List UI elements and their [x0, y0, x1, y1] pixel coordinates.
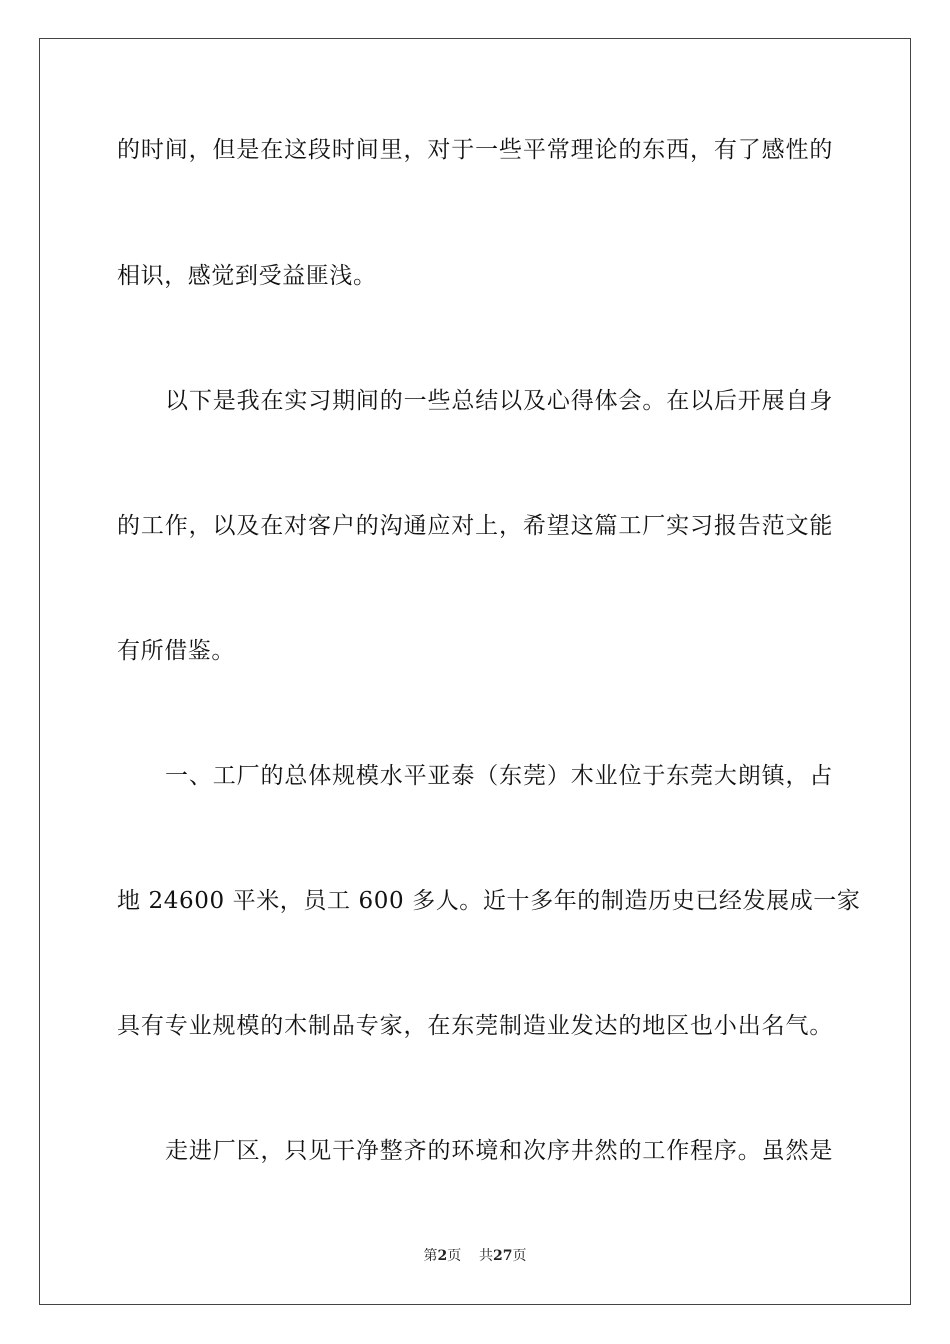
- body-line-2: 相识，感觉到受益匪浅。: [117, 263, 377, 289]
- footer-page-suffix: 页: [447, 1248, 462, 1264]
- page-border: [39, 38, 911, 1305]
- body-line-1: 的时间，但是在这段时间里，对于一些平常理论的东西，有了感性的: [117, 137, 833, 163]
- body-line-5: 有所借鉴。: [117, 638, 235, 664]
- body-line-4: 的工作，以及在对客户的沟通应对上，希望这篇工厂实习报告范文能: [117, 513, 833, 539]
- body-line-7: 地 24600 平米，员工 600 多人。近十多年的制造历史已经发展成一家: [117, 888, 861, 914]
- body-line-3: 以下是我在实习期间的一些总结以及心得体会。在以后开展自身: [165, 388, 833, 414]
- footer-total-pages: 27: [493, 1248, 513, 1264]
- footer-page-number: 2: [437, 1248, 448, 1264]
- page-footer: [0, 1247, 950, 1265]
- footer-page-prefix: 第: [423, 1248, 438, 1264]
- body-line-8: 具有专业规模的木制品专家，在东莞制造业发达的地区也小出名气。: [117, 1013, 833, 1039]
- footer-total-prefix: 共: [479, 1248, 494, 1264]
- body-line-9: 走进厂区，只见干净整齐的环境和次序井然的工作程序。虽然是: [165, 1138, 833, 1164]
- footer-total-suffix: 页: [512, 1248, 527, 1264]
- body-line-6: 一、工厂的总体规模水平亚泰（东莞）木业位于东莞大朗镇，占: [165, 763, 833, 789]
